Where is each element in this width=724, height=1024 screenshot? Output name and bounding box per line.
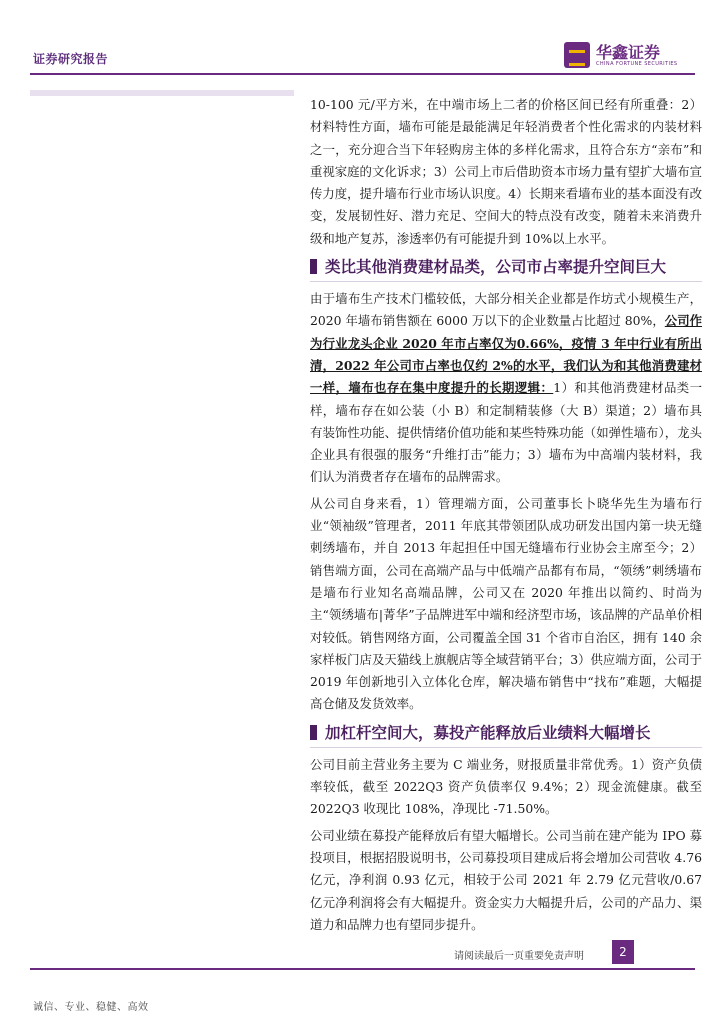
main-content xyxy=(310,94,702,940)
heading-marker-icon xyxy=(310,259,317,274)
report-type-label: 证券研究报告 xyxy=(33,52,109,66)
logo-name-cn: 华鑫证券 xyxy=(596,42,661,62)
paragraph-2-rest: 1）和其他消费建材品类一样，墙布存在如公装（小 B）和定制精装修（大 B）渠道；2）墙布具有装饰性功能、提供情绪价值功能和某些特殊功能（如弹性墙布），龙头企业具有很强的服务“升维打击”能力；3）墙布为中高端内装材料，我们认为消费者存在墙布的品牌需求。 xyxy=(310,380,703,485)
sidebar-accent xyxy=(30,90,294,96)
paragraph-3: 从公司自身来看，1）管理端方面，公司董事长卜晓华先生为墙布行业“领袖级”管理者，2011 年底其带领团队成功研发出国内第一块无缝刺绣墙布，并自 2013 年起担任中国无缝墙布行业协会主席至今；2）销售端方面，公司在高端产品与中低端产品都有布局，“领绣”刺绣墙布是墙布行业知名高端品牌，公司又在 2020 年推出以简约、时尚为主“领绣墙布|菁华”子品牌进军中端和经济型市场，该品牌的产品单价相对较低。销售网络方面，公司覆盖全国 31 个省市自治区，拥有 140 余家样板门店及天猫线上旗舰店等全域营销平台；3）供应端方面，公司于 2019 年创新地引入立体化仓库，解决墙布销售中“找布”难题，大幅提高仓储及发货效率。 xyxy=(310,495,702,712)
footer-divider xyxy=(30,968,695,970)
disclaimer-note: 请阅读最后一页重要免责声明 xyxy=(454,951,584,962)
paragraph-4: 公司目前主营业务主要为 C 端业务，财报质量非常优秀。1）资产负债率较低，截至 2022Q3 资产负债率仅 9.4%；2）现金流健康。截至 2022Q3 收现比 108%，净现比 -71.50%。 xyxy=(310,756,702,817)
logo-icon xyxy=(564,42,590,68)
footer-motto: 诚信、专业、稳健、高效 xyxy=(33,1002,149,1013)
company-logo xyxy=(564,42,678,68)
heading-text: 加杠杆空间大，募投产能释放后业绩料大幅增长 xyxy=(325,723,651,742)
section-heading-market-share xyxy=(310,256,702,282)
paragraph-2-emphasis: 公司作为行业龙头企业 2020 年市占率仅为0.66%，疫情 3 年中行业有所出清，2022 年公司市占率也仅约 2%的水平，我们认为和其他消费建材一样，墙布也存在集中度提升的长期逻辑： xyxy=(310,313,703,396)
section-heading-leverage xyxy=(310,722,702,748)
paragraph-5: 公司业绩在募投产能释放后有望大幅增长。公司当前在建产能为 IPO 募投项目，根据招股说明书，公司募投项目建成后将会增加公司营收 4.76 亿元，净利润 0.93 亿元，相较于公司 2021 年 2.79 亿元营收/0.67 亿元净利润将会有大幅提升。资金实力大幅提升后，公司的产品力、渠道力和品牌力也有望同步提升。 xyxy=(310,827,702,932)
paragraph-1: 10-100 元/平方米，在中端市场上二者的价格区间已经有所重叠：2）材料特性方面，墙布可能是最能满足年轻消费者个性化需求的内装材料之一，充分迎合当下年轻购房主体的多样化需求，且符合东方“亲布”和重视家庭的文化诉求；3）公司上市后借助资本市场力量有望扩大墙布宣传力度，提升墙布行业市场认识度。4）长期来看墙布业的基本面没有改变，发展韧性好、潜力充足、空间大的特点没有改变，随着未来消费升级和地产复苏，渗透率仍有可能提升到 10%以上水平。 xyxy=(310,97,702,246)
paragraph-2 xyxy=(310,288,702,489)
header-divider xyxy=(30,73,695,75)
logo-name-en: CHINA FORTUNE SECURITIES xyxy=(596,60,678,67)
heading-marker-icon xyxy=(310,725,317,740)
paragraph-2-intro: 由于墙布生产技术门槛较低，大部分相关企业都是作坊式小规模生产，2020 年墙布销售额在 6000 万以下的企业数量占比超过 80%， xyxy=(310,291,702,329)
heading-text: 类比其他消费建材品类，公司市占率提升空间巨大 xyxy=(325,258,667,277)
page-number: 2 xyxy=(612,940,634,964)
